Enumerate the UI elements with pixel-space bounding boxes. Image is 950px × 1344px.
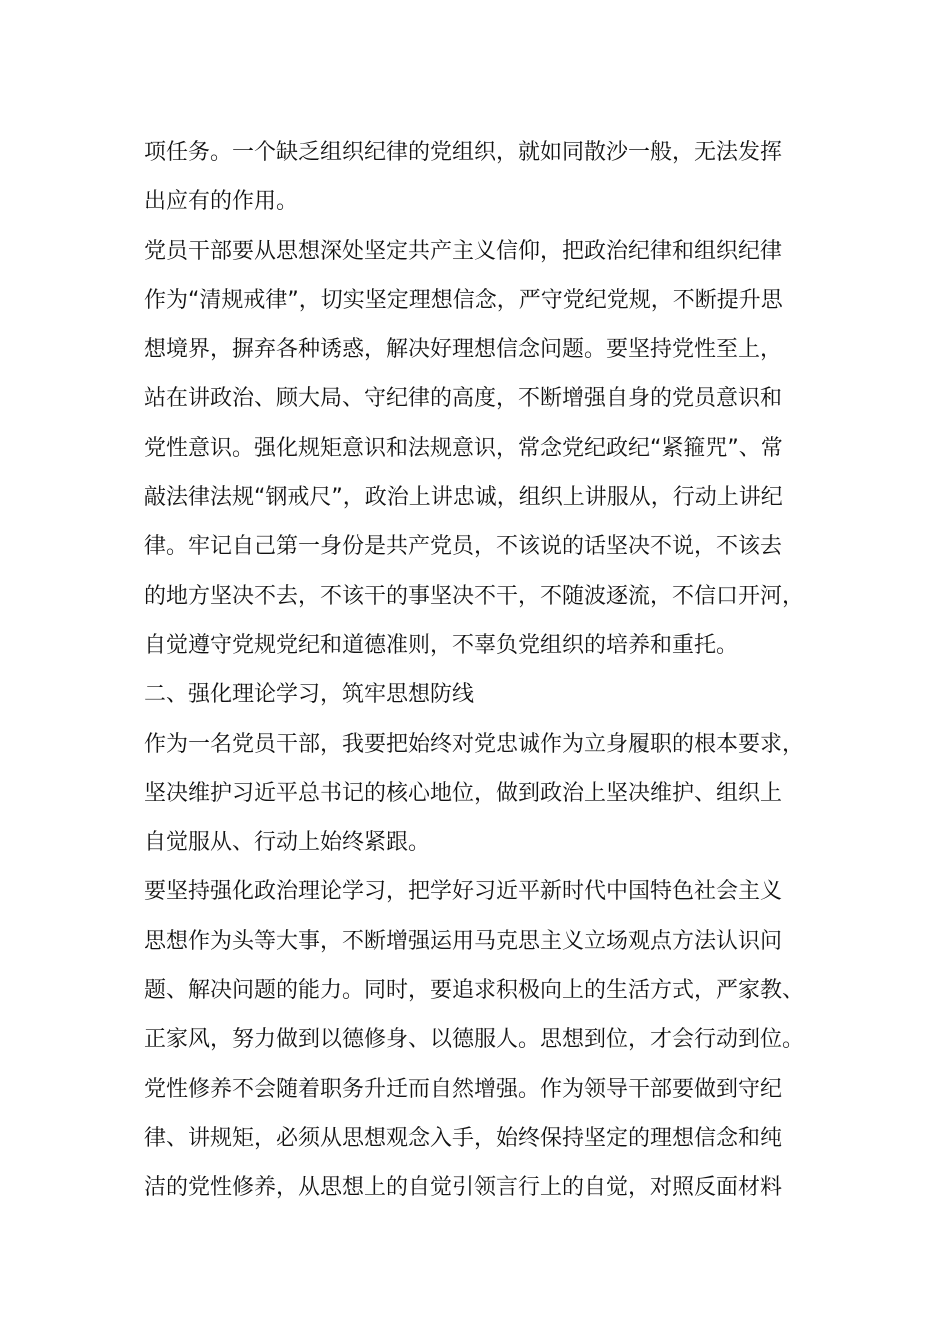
text-line: 自觉服从、行动上始终紧跟。	[144, 830, 431, 856]
text-line: 敲法律法规“钢戒尺”，政治上讲忠诚，组织上讲服从，行动上讲纪	[144, 485, 783, 511]
text-line: 思想作为头等大事，不断增强运用马克思主义立场观点方法认识问	[144, 928, 783, 954]
text-line: 的地方坚决不去，不该干的事坚决不干，不随波逐流，不信口开河，	[144, 583, 805, 609]
text-line: 党性意识。强化规矩意识和法规意识，常念党纪政纪“紧箍咒”、常	[144, 435, 783, 461]
section-heading: 二、强化理论学习，筑牢思想防线	[144, 682, 475, 708]
text-line: 律、讲规矩，必须从思想观念入手，始终保持坚定的理想信念和纯	[144, 1125, 783, 1151]
text-line: 党性修养不会随着职务升迁而自然增强。作为领导干部要做到守纪	[144, 1076, 783, 1102]
text-line: 律。牢记自己第一身份是共产党员，不该说的话坚决不说，不该去	[144, 534, 783, 560]
text-line: 站在讲政治、顾大局、守纪律的高度，不断增强自身的党员意识和	[144, 386, 783, 412]
text-line: 作为“清规戒律”，切实坚定理想信念，严守党纪党规，不断提升思	[144, 287, 783, 313]
text-line: 要坚持强化政治理论学习，把学好习近平新时代中国特色社会主义	[144, 879, 783, 905]
document-body	[144, 128, 834, 1213]
text-line: 坚决维护习近平总书记的核心地位，做到政治上坚决维护、组织上	[144, 780, 783, 806]
text-line: 正家风，努力做到以德修身、以德服人。思想到位，才会行动到位。	[144, 1027, 805, 1053]
text-line: 作为一名党员干部，我要把始终对党忠诚作为立身履职的根本要求，	[144, 731, 805, 757]
text-line: 题、解决问题的能力。同时，要追求积极向上的生活方式，严家教、	[144, 978, 805, 1004]
text-line: 党员干部要从思想深处坚定共产主义信仰，把政治纪律和组织纪律	[144, 238, 783, 264]
text-line: 项任务。一个缺乏组织纪律的党组织，就如同散沙一般，无法发挥	[144, 140, 783, 165]
text-line: 出应有的作用。	[144, 189, 299, 215]
text-line: 洁的党性修养，从思想上的自觉引领言行上的自觉，对照反面材料	[144, 1175, 783, 1201]
text-line: 自觉遵守党规党纪和道德准则，不辜负党组织的培养和重托。	[144, 632, 739, 658]
text-line: 想境界，摒弃各种诱惑，解决好理想信念问题。要坚持党性至上，	[144, 337, 783, 363]
